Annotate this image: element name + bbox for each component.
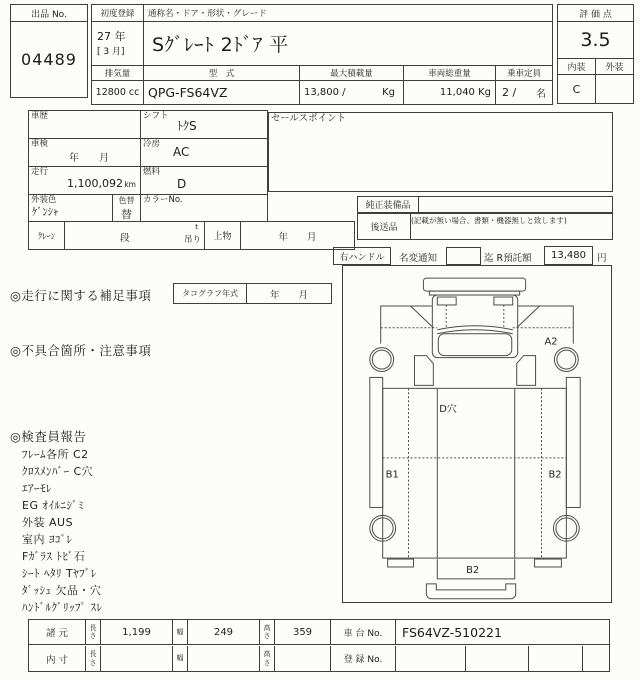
fuel-value: D xyxy=(177,177,187,191)
max-load-label: 最大積載量 xyxy=(300,66,404,81)
damage-label-b2-side: B2 xyxy=(548,469,562,481)
history-cell xyxy=(29,111,141,139)
equipment-value xyxy=(419,197,612,212)
inner-row-label: 内 寸 xyxy=(29,646,86,671)
spec-row-label: 諸 元 xyxy=(29,620,86,645)
fender-left xyxy=(381,306,433,344)
displacement-value: 12800 cc xyxy=(92,81,144,104)
spec-height-value: 359 xyxy=(275,620,331,645)
score-value: 3.5 xyxy=(558,22,633,59)
capacity-label: 乗車定員 xyxy=(496,66,552,81)
shift-value: ﾄｸS xyxy=(177,119,197,133)
crane-lift-label: 吊り xyxy=(183,235,201,245)
history-label: 車歴 xyxy=(31,111,49,121)
front-wheel-right-inner xyxy=(557,350,576,369)
capacity-value: 2 / xyxy=(502,86,517,99)
handle-position-box: 右ハンドル xyxy=(333,247,391,265)
first-registration-year: 27 年 xyxy=(97,30,126,43)
inner-height-value xyxy=(275,646,331,671)
lot-box xyxy=(10,4,88,98)
displacement-label: 排気量 xyxy=(92,66,144,81)
first-registration-cell xyxy=(92,22,144,66)
score-box xyxy=(557,4,634,104)
equipment-label: 純正装備品 xyxy=(358,197,419,212)
sales-point-box xyxy=(268,112,613,192)
front-wheel-right xyxy=(554,348,578,372)
inner-height-label: 高さ xyxy=(260,646,275,671)
damage-label-d-hole: D穴 xyxy=(439,404,457,416)
capacity-unit: 名 xyxy=(536,89,546,100)
rename-notice-box xyxy=(446,247,481,265)
ac-cell xyxy=(141,139,267,167)
color-no-label: カラーNo. xyxy=(143,195,183,205)
max-load-unit: Kg xyxy=(382,87,395,98)
shift-label: シフト xyxy=(143,111,169,121)
max-load-value: 13,800 / xyxy=(304,87,346,98)
score-label: 評 価 点 xyxy=(558,5,633,22)
yen-label: 円 xyxy=(597,253,607,264)
inspector-report-title: ◎検査員報告 xyxy=(10,429,87,444)
exterior-grade xyxy=(596,75,633,103)
info-table xyxy=(28,110,268,222)
chassis-no-value: FS64VZ-510221 xyxy=(396,620,609,645)
inspector-item: 外装 AUS xyxy=(22,516,74,529)
repaint-value: 替 xyxy=(121,208,132,221)
cowl-line-1 xyxy=(437,326,512,330)
cab-vent-left xyxy=(437,297,456,305)
interior-label: 内装 xyxy=(558,59,596,75)
equipment-row xyxy=(357,196,613,213)
rear-tab-left xyxy=(388,559,414,567)
front-wheel-left-inner xyxy=(372,350,391,369)
exterior-color-cell xyxy=(29,195,113,221)
inspector-item: Fｶﾞﾗｽ ﾄﾋﾞ石 xyxy=(22,550,86,563)
length-label: 長さ xyxy=(86,620,101,645)
registration-no-cell-1 xyxy=(396,646,466,671)
lot-number: 04489 xyxy=(21,50,77,69)
front-bumper-lip xyxy=(429,291,519,295)
crane-row xyxy=(28,221,355,250)
tachograph-box xyxy=(173,283,332,304)
sales-point-label: セールスポイント xyxy=(271,113,347,124)
rear-bumper xyxy=(426,584,515,599)
repaint-label: 色替 xyxy=(118,196,135,205)
first-registration-label: 初度登録 xyxy=(92,5,144,22)
fuel-cell xyxy=(141,167,267,195)
front-wheel-left xyxy=(370,348,394,372)
inspection-value: 年 月 xyxy=(69,153,109,164)
lot-label: 出品 No. xyxy=(11,5,87,22)
mileage-note-title: ◎走行に関する補足事項 xyxy=(10,288,152,303)
inspection-label: 車検 xyxy=(31,139,49,149)
later-items-row xyxy=(357,213,613,240)
cab-vent-right xyxy=(494,297,513,305)
shift-cell xyxy=(141,111,267,139)
inspector-item: ｸﾛｽﾒﾝﾊﾞｰ C穴 xyxy=(22,465,94,478)
capacity-cell xyxy=(496,81,552,104)
defects-note-title: ◎不具合箇所・注意事項 xyxy=(10,343,152,358)
model-code-label: 型 式 xyxy=(144,66,300,81)
vehicle-header-table xyxy=(91,4,553,105)
width-label: 幅 xyxy=(173,620,188,645)
dimensions-table xyxy=(28,619,610,672)
first-registration-month: [ 3 月] xyxy=(97,47,125,57)
inspection-cell xyxy=(29,139,141,167)
gross-weight-label: 車両総重量 xyxy=(404,66,496,81)
front-bumper xyxy=(423,278,525,291)
inspector-item: 室内 ﾖｺﾞﾚ xyxy=(22,533,73,546)
spec-width-value: 249 xyxy=(188,620,260,645)
fuel-label: 燃料 xyxy=(143,167,161,177)
side-rail-right xyxy=(566,377,580,507)
registration-no-cell-3 xyxy=(529,646,583,671)
later-items-label: 後送品 xyxy=(358,214,411,239)
inspector-item: ｴｱｰﾓﾚ xyxy=(22,482,52,495)
cowl-line-2 xyxy=(437,330,512,334)
mileage-value: 1,100,092 xyxy=(67,177,123,190)
exterior-color-label: 外装色 xyxy=(31,195,57,205)
inner-width-value xyxy=(188,646,260,671)
inspector-item: ｼｰﾄ ﾍﾀﾘ Tﾔﾌﾞﾚ xyxy=(22,567,97,580)
color-no-cell xyxy=(141,195,267,221)
inspector-report-list xyxy=(22,446,103,616)
ac-value: AC xyxy=(173,145,190,159)
damage-label-a2: A2 xyxy=(544,336,558,348)
damage-diagram-box xyxy=(342,265,612,603)
chassis-no-label: 車 台 No. xyxy=(331,620,396,645)
ac-label: 冷房 xyxy=(143,139,161,149)
registration-no-label: 登 録 No. xyxy=(331,646,396,671)
crane-stage-label: 段 xyxy=(120,233,130,244)
inspector-item: ﾊﾝﾄﾞﾙｸﾞﾘｯﾌﾟ ｽﾚ xyxy=(22,601,103,614)
rename-notice-label: 名変通知 xyxy=(399,253,438,264)
side-rail-left xyxy=(370,377,383,507)
gross-weight-value: 11,040 Kg xyxy=(404,81,496,104)
body-label: 上物 xyxy=(205,222,241,249)
inspector-item: ﾌﾚｰﾑ各所 C2 xyxy=(22,448,89,461)
spec-length-value: 1,199 xyxy=(101,620,173,645)
fender-crease-right xyxy=(517,306,540,328)
max-load-cell xyxy=(300,81,404,104)
rear-tab-right xyxy=(535,559,562,567)
body-value: 年 月 xyxy=(278,231,317,243)
inner-width-label: 幅 xyxy=(173,646,188,671)
inspector-item: ﾀﾞｯｼｭ 欠品・穴 xyxy=(22,584,102,597)
repaint-cell xyxy=(113,195,141,221)
truck-top-view-diagram xyxy=(343,266,611,602)
inner-length-value xyxy=(101,646,173,671)
fender-crease-left xyxy=(410,306,433,328)
deposit-value-box: 13,480 xyxy=(544,246,593,265)
crane-label: ｸﾚｰﾝ xyxy=(29,222,65,249)
model-code-value: QPG-FS64VZ xyxy=(144,81,300,104)
tachograph-label: タコグラフ年式 xyxy=(174,284,247,303)
inspector-item: EG ｵｲﾙﾆｼﾞﾐ xyxy=(22,499,84,512)
mileage-label: 走行 xyxy=(31,167,49,177)
registration-no-cell-2 xyxy=(466,646,529,671)
exterior-label: 外装 xyxy=(596,59,633,75)
inner-length-label: 長さ xyxy=(86,646,101,671)
damage-label-b1: B1 xyxy=(385,469,399,481)
deposit-label: 迄 R預託額 xyxy=(484,253,532,264)
later-items-note: (記載が無い場合、書類・機器無しと致します) xyxy=(411,216,567,225)
step-panel-right xyxy=(517,356,536,386)
tachograph-value: 年 月 xyxy=(269,289,308,301)
step-panel-left xyxy=(414,356,433,386)
mileage-unit: km xyxy=(124,180,136,189)
exterior-color-value: ｹﾞﾝｼｬ xyxy=(32,206,59,218)
crane-spec-cell xyxy=(65,222,205,249)
model-name-label: 通称名・ドア・形状・グレード xyxy=(144,5,552,22)
cargo-bed xyxy=(383,388,567,558)
windshield xyxy=(438,334,511,356)
crane-ton-label: t xyxy=(195,223,198,231)
height-label: 高さ xyxy=(260,620,275,645)
mileage-cell xyxy=(29,167,141,195)
registration-no-cell-4 xyxy=(583,646,609,671)
interior-grade: C xyxy=(558,75,596,103)
damage-label-b2-rear: B2 xyxy=(466,564,480,576)
model-name-value: Sｸﾞﾚｰﾄ 2ﾄﾞｱ 平 xyxy=(144,22,552,66)
